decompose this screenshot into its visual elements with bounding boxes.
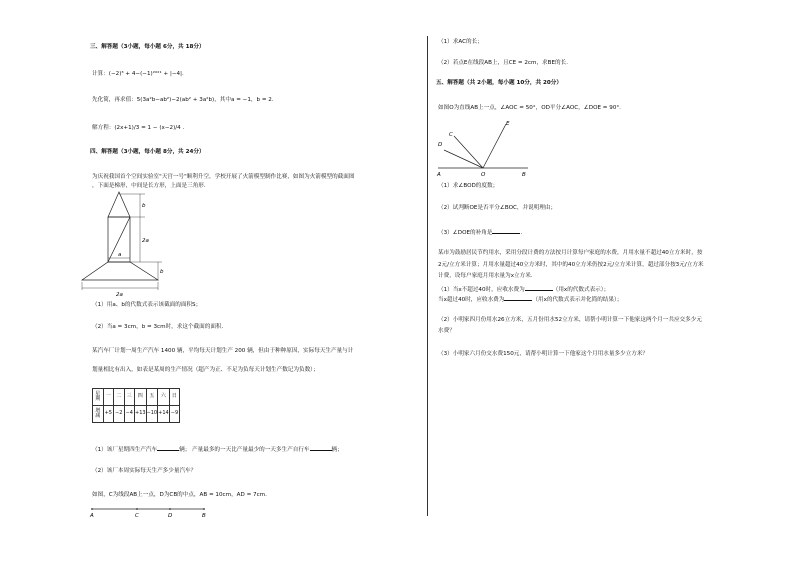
segment-label-b: B bbox=[202, 513, 206, 519]
column-divider bbox=[427, 36, 428, 516]
table-cell: −2 bbox=[114, 406, 125, 423]
water-q1-part-d: （用x的代数式表示并化简的结果）； bbox=[532, 297, 623, 303]
angle-label-o: O bbox=[481, 172, 486, 178]
table-cell: −9 bbox=[169, 406, 180, 423]
water-question-2-line-1: （2）小明家四月份用水26立方米，五月份用水52立方米，请帮小明计算一下他家这两个月一共应交多少元 bbox=[438, 317, 702, 323]
answer-blank[interactable] bbox=[525, 285, 553, 291]
table-row bbox=[93, 406, 180, 423]
question-calculate: 计算：(−2)³ + 4−(−1)²⁰²¹ + |−4|. bbox=[92, 71, 184, 77]
table-cell: −10 bbox=[146, 406, 158, 423]
segment-question-1: （1）求AC的长； bbox=[438, 39, 483, 45]
car-intro-line-2: 划量相比有出入，如表是某周的生产情况（超产为正、不足为负每天计划生产数记为负数）； bbox=[92, 367, 319, 373]
angle-label-c: C bbox=[449, 132, 453, 138]
car-q1-part-a: （1）该厂星期四生产汽车 bbox=[92, 447, 158, 453]
water-q1-part-b: （用x的代数式表示）； bbox=[552, 287, 610, 293]
fig-label-b-bottom: b bbox=[160, 269, 164, 275]
section-3-title: 三、解答题（3小题，每小题 6分，共 18分） bbox=[90, 44, 205, 50]
table-head-cell: 星期 bbox=[93, 389, 104, 406]
angle-intro: 如图O为直线AB上一点，∠AOC = 50°，OD平分∠AOC，∠DOE = 90°. bbox=[438, 105, 621, 111]
angle-question-3 bbox=[438, 228, 522, 237]
water-intro-line-2: 2元/立方米计算；月用水量超过40立方米时，其中的40立方米仍按2元/立方米计算，超过部分按3元/立方米 bbox=[438, 262, 704, 268]
angle-label-b: B bbox=[522, 172, 526, 178]
angle-question-1: （1）求∠BOD的度数； bbox=[438, 183, 499, 189]
water-question-1-cont bbox=[438, 295, 622, 304]
water-q1-part-c: 当x超过40时，应收水费为 bbox=[438, 297, 505, 303]
rocket-figure bbox=[80, 190, 190, 302]
car-q1-part-c: 辆； bbox=[331, 447, 343, 453]
section-4-title: 四、解答题（3小题，每小题 8分，共 24分） bbox=[90, 149, 205, 155]
segment-label-a: A bbox=[90, 513, 94, 519]
car-intro-line-1: 某汽车厂计划一周生产汽车 1400 辆，平均每天计划生产 200 辆，但由于种种原因，实际每天生产量与计 bbox=[92, 348, 354, 354]
car-q1-part-b: 辆； 产量最多的一天比产量最少的一天多生产自行车 bbox=[179, 447, 310, 453]
rocket-question-1: （1）用a、b的代数式表示该截面的面积S； bbox=[92, 302, 202, 308]
angle-question-2: （2）试判断OE是否平分∠BOC，并说明理由； bbox=[438, 205, 557, 211]
angle-label-a: A bbox=[437, 172, 441, 178]
rocket-question-2: （2）当a = 3cm，b = 3cm时，求这个截面的面积. bbox=[92, 324, 224, 330]
table-head-cell: 五 bbox=[146, 389, 158, 406]
answer-blank[interactable] bbox=[492, 228, 523, 236]
water-intro-line-3: 计费，设每户家庭月用水量为x立方米. bbox=[438, 273, 533, 279]
question-solve-equation: 解方程：(2x+1)/3 = 1 − (x−2)/4 . bbox=[92, 125, 185, 131]
section-5-title: 五、解答题（共 2小题，每小题 10分，共 20分） bbox=[436, 80, 562, 86]
segment-label-d: D bbox=[168, 513, 173, 519]
segment-label-c: C bbox=[135, 513, 139, 519]
angle-q3-part-a: （3）∠DOE的补角是 bbox=[438, 230, 493, 236]
fig-label-b-top: b bbox=[142, 203, 146, 209]
table-row bbox=[93, 389, 180, 406]
car-question-2: （2）该厂本周实际每天生产多少量汽车？ bbox=[92, 468, 197, 474]
production-table bbox=[92, 388, 180, 423]
angle-label-e: E bbox=[506, 121, 510, 127]
table-cell: +14 bbox=[158, 406, 170, 423]
answer-blank[interactable] bbox=[310, 445, 332, 451]
rocket-intro-line-2: ，下面是梯形，中间是长方形，上面是三角形. bbox=[92, 183, 206, 189]
angle-label-d: D bbox=[438, 142, 443, 148]
angle-q3-part-b: . bbox=[520, 230, 523, 236]
table-head-cell: 日 bbox=[169, 389, 180, 406]
table-row-label: 增减 bbox=[93, 406, 104, 423]
water-question-3: （3）小明家六月份交水费150元，请帮小明计算一下他家这个月用水量多少立方米？ bbox=[438, 351, 649, 357]
segment-figure bbox=[88, 505, 212, 519]
table-head-cell: 一 bbox=[103, 389, 114, 406]
car-question-1 bbox=[92, 445, 343, 454]
answer-blank[interactable] bbox=[504, 295, 532, 301]
table-head-cell: 二 bbox=[114, 389, 125, 406]
water-intro-line-1: 某市为鼓励居民节约用水，采用分段计费的方法按月计算每户家庭的水费，月用水量不超过40立方米时，按 bbox=[438, 250, 703, 256]
table-cell: −4 bbox=[124, 406, 135, 423]
segment-question-2: （2）若点E在线段AB上，且CE = 2cm，求BE的长. bbox=[438, 60, 568, 66]
water-q1-part-a: （1）当x不超过40时，应收水费为 bbox=[438, 287, 525, 293]
answer-blank[interactable] bbox=[157, 445, 179, 451]
fig-label-2a-middle: 2a bbox=[142, 238, 149, 244]
water-question-2-line-2: 水费？ bbox=[438, 328, 455, 334]
table-head-cell: 六 bbox=[158, 389, 170, 406]
rocket-intro-line-1: 为庆祝我国首个空间实验室"天宫一号"顺利升空，学校开展了火箭模型制作比赛，如图为火箭模型的截面图 bbox=[92, 174, 355, 180]
fig-label-2a-bottom: 2a bbox=[116, 292, 123, 298]
table-cell: +5 bbox=[103, 406, 114, 423]
table-head-cell: 三 bbox=[124, 389, 135, 406]
table-cell: +13 bbox=[135, 406, 147, 423]
water-question-1 bbox=[438, 285, 609, 294]
angle-figure bbox=[434, 116, 534, 178]
fig-label-a: a bbox=[118, 252, 122, 258]
question-simplify: 先化简，再求值：5(3a²b−ab²)−2(ab² + 3a²b)，其中a = −1，b = 2. bbox=[92, 97, 274, 103]
segment-intro: 如图，C为线段AB上一点，D为CB的中点，AB = 10cm，AD = 7cm. bbox=[92, 492, 267, 498]
table-head-cell: 四 bbox=[135, 389, 147, 406]
